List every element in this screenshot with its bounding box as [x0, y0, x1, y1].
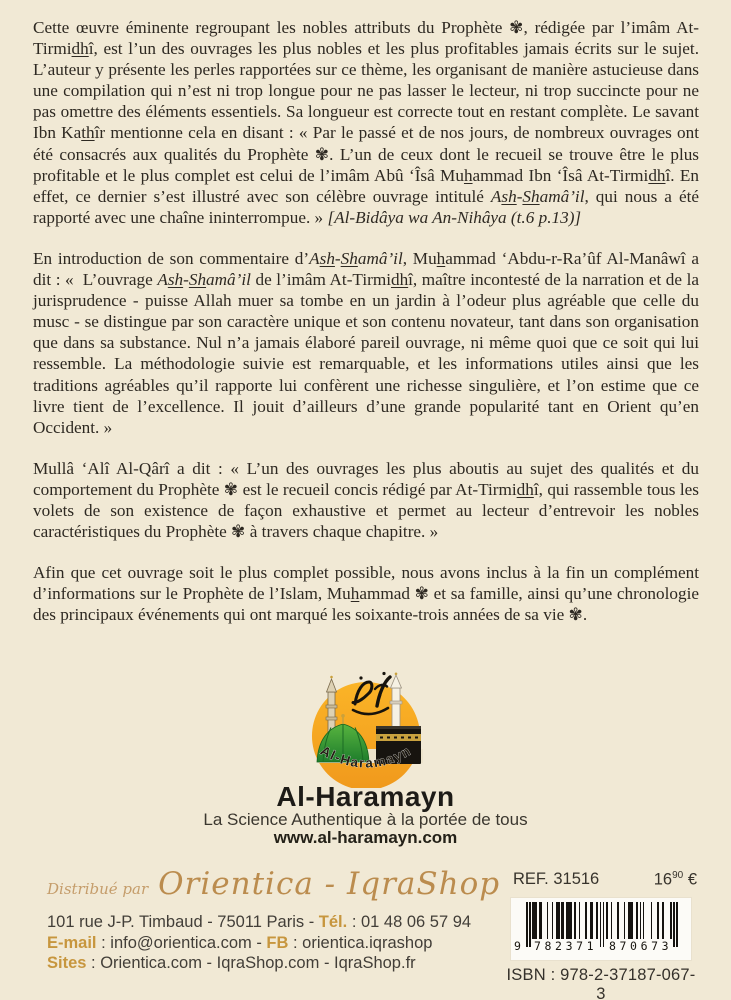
tel-value: : 01 48 06 57 94	[347, 913, 472, 931]
ref-price-row	[503, 866, 699, 890]
isbn: ISBN : 978-2-37187-067-3	[506, 965, 696, 1000]
publisher-brand	[0, 670, 731, 847]
paragraph-closing: Afin que cet ouvrage soit le plus complet possible, nous avons inclus à la fin un complément d’informations sur le Prophète de l’Islam, Muhammad ✾ et sa famille, ainsi qu’une chronologie des principaux événements qui ont marqué les soixante-trois années de sa vie ✾.	[33, 563, 699, 625]
distributor-block	[47, 866, 500, 974]
email-label: E-mail	[47, 933, 97, 952]
right-minaret-icon	[390, 673, 402, 735]
price-barcode-block	[503, 866, 699, 1000]
distributor-name: Orientica - IqraShop	[158, 866, 501, 902]
fb-value: : orientica.iqrashop	[288, 933, 433, 952]
ref-number: REF. 31516	[513, 870, 600, 888]
paragraph-qari-quote: Mullâ ‘Alî Al-Qârî a dit : « L’un des ouvrages les plus aboutis au sujet des qualités et du comportement du Prophète ✾ est le recueil concis rédigé par At-Tirmidhî, qui rassemble tous les volets de son existence de façon exhaustive et permet au lecteur d’entrevoir les nobles caractéristiques du Prophète ✾ à travers chaque chapitre. »	[33, 458, 699, 542]
sites-value: : Orientica.com - IqraShop.com - IqraShop.fr	[86, 954, 416, 972]
brand-name: Al-Haramayn	[276, 781, 455, 812]
fb-label: FB	[266, 933, 289, 952]
tel-label: Tél.	[318, 913, 348, 931]
crescent-label: Al-Haramayn	[317, 742, 414, 771]
description-text	[33, 17, 699, 645]
brand-website: www.al-haramayn.com	[273, 828, 458, 847]
barcode	[511, 898, 691, 960]
address-line	[47, 912, 500, 933]
sites-label: Sites	[47, 954, 87, 972]
barcode-digits-right: 870673	[609, 938, 673, 953]
barcode-digit-first: 9	[514, 938, 521, 953]
al-haramayn-logo	[291, 670, 441, 788]
email-line	[47, 933, 500, 954]
brand-tagline: La Science Authentique à la portée de tous	[203, 810, 528, 829]
distributor-script-line	[47, 866, 500, 912]
barcode-digits	[511, 939, 691, 955]
paragraph-intro: Cette œuvre éminente regroupant les nobles attributs du Prophète ✾, rédigée par l’imâm At-Tirmidhî, est l’un des ouvrages les plus nobles et les plus profitables jamais écrits sur le sujet. L’auteur y présente les perles rapportées sur ce thème, les organisant de manière astucieuse dans une compilation qui n’est ni trop longue pour ne pas lasser le lecteur, ni trop succincte pour ne pas omettre des éléments essentiels. Sa longueur est correcte tout en restant complète. Le savant Ibn Kathîr mentionne cela en disant : « Par le passé et de nos jours, de nombreux ouvrages ont été consacrés aux qualités du Prophète ✾. L’un de ceux dont le recueil se trouve être le plus profitable et le plus complet est celui de l’imâm Abû ‘Îsâ Muhammad Ibn ‘Îsâ At-Tirmidhî. En effet, ce dernier s’est illustré avec son célèbre ouvrage intitulé Ash-Shamâ’il, qui nous a été rapporté avec une chaîne ininterrompue. » [Al-Bidâya wa An-Nihâya (t.6 p.13)]	[33, 18, 700, 227]
address-text: 101 rue J-P. Timbaud - 75011 Paris -	[47, 913, 319, 931]
barcode-digits-left: 782371	[534, 938, 598, 953]
price: $16^{90}$ €	[653, 870, 697, 889]
sites-line	[47, 953, 500, 974]
footer	[47, 866, 699, 1000]
paragraph-manawi-quote: En introduction de son commentaire d’Ash-Shamâ’il, Muhammad ‘Abdu-r-Ra’ûf Al-Manâwî a dit : « L’ouvrage Ash-Shamâ’il de l’imâm At-Tirmidhî, maître incontesté de la narration et de la jurisprudence - puisse Allah muer sa tombe en un jardin à l’odeur plus agréable que celle du musc - se distingue par son caractère unique et son contenu novateur, tant dans son organisation que dans sa substance. Nul n’a jamais élaboré pareil ouvrage, ni même quoi que ce soit qui lui ressemble. La méthodologie suivie est remarquable, et les informations utiles ainsi que les traditions agréables qu’il rapporte lui confèrent une richesse singulière, et l’on estime que ce livre tient de l’excellence. Il jouit d’ailleurs d’une grande popularité tant en Orient qu’en Occident. »	[33, 248, 699, 437]
distributed-by-label: Distribué par	[47, 880, 149, 898]
email-value: : info@orientica.com -	[96, 933, 267, 952]
